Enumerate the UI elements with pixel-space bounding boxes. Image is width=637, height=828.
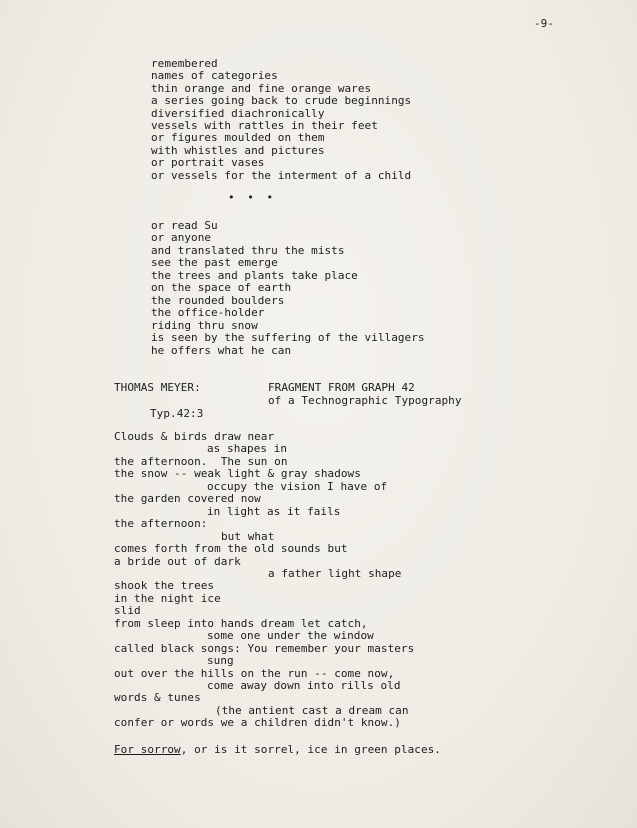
poem-line: a bride out of dark — [114, 554, 241, 568]
author-name: THOMAS MEYER: — [114, 381, 201, 394]
poem-line: comes forth from the old sounds but — [114, 542, 348, 556]
stanza-line: or portrait vases — [151, 156, 265, 170]
poem-line: as shapes in — [207, 442, 288, 456]
stanza-line: on the space of earth — [151, 281, 292, 295]
section-separator: • • • — [228, 191, 277, 204]
stanza-line: or read Su — [151, 219, 218, 232]
stanza-line: riding thru snow — [151, 318, 258, 332]
poem-line: shook the trees — [114, 579, 215, 593]
poem-line: words & tunes — [114, 691, 201, 705]
poem-line: but what — [221, 529, 275, 543]
stanza-line: is seen by the suffering of the villagers — [151, 331, 425, 345]
poem-line: a father light shape — [268, 566, 402, 580]
stanza-line: he offers what he can — [151, 343, 292, 357]
poem-line: in light as it fails — [207, 504, 341, 518]
stanza-line: with whistles and pictures — [151, 143, 325, 157]
stanza-line: or vessels for the interment of a child — [151, 168, 412, 182]
poem-line: the garden covered now — [114, 492, 261, 506]
poem-subtitle: Typ.42:3 — [150, 407, 204, 420]
stanza-line: the trees and plants take place — [151, 268, 358, 282]
poem-line: Clouds & birds draw near — [114, 430, 275, 443]
poem-line: occupy the vision I have of — [207, 479, 388, 493]
stanza-line: or anyone — [151, 231, 212, 245]
stanza-line: diversified diachronically — [151, 106, 325, 120]
poem-line: (the antient cast a dream can — [215, 703, 409, 717]
stanza-line: and translated thru the mists — [151, 243, 345, 257]
stanza-line: remembered — [151, 57, 218, 70]
poem-line: come away down into rills old — [207, 679, 401, 692]
stanza-line: vessels with rattles in their feet — [151, 119, 378, 132]
page-number: -9- — [534, 17, 554, 30]
poem-line: called black songs: You remember your masters — [114, 641, 415, 655]
poem-title-continued: of a Technographic Typography — [268, 394, 462, 407]
poem-line: confer or words we a children didn't know.) — [114, 716, 401, 730]
poem-line: slid — [114, 604, 141, 618]
stanza-line: the rounded boulders — [151, 293, 285, 307]
final-line-underlined: For sorrow — [114, 743, 181, 756]
poem-line: some one under the window — [207, 629, 374, 643]
stanza-line: see the past emerge — [151, 256, 278, 270]
poem-line: out over the hills on the run -- come now, — [114, 666, 395, 680]
final-line — [114, 744, 441, 756]
poem-line: the afternoon. The sun on — [114, 454, 288, 468]
poem-line: the afternoon: — [114, 517, 208, 531]
poem-line: the snow -- weak light & gray shadows — [114, 467, 361, 481]
stanza-line: a series going back to crude beginnings — [151, 94, 412, 108]
stanza-line: or figures moulded on them — [151, 131, 325, 145]
stanza-line: thin orange and fine orange wares — [151, 81, 372, 95]
stanza-line: names of categories — [151, 69, 278, 83]
poem-line: in the night ice — [114, 591, 221, 605]
final-line-rest: , or is it sorrel, ice in green places. — [180, 743, 441, 756]
stanza-line: the office-holder — [151, 306, 265, 320]
poem-line: from sleep into hands dream let catch, — [114, 616, 368, 630]
poem-title: FRAGMENT FROM GRAPH 42 — [268, 381, 415, 394]
poem-line: sung — [207, 654, 234, 668]
